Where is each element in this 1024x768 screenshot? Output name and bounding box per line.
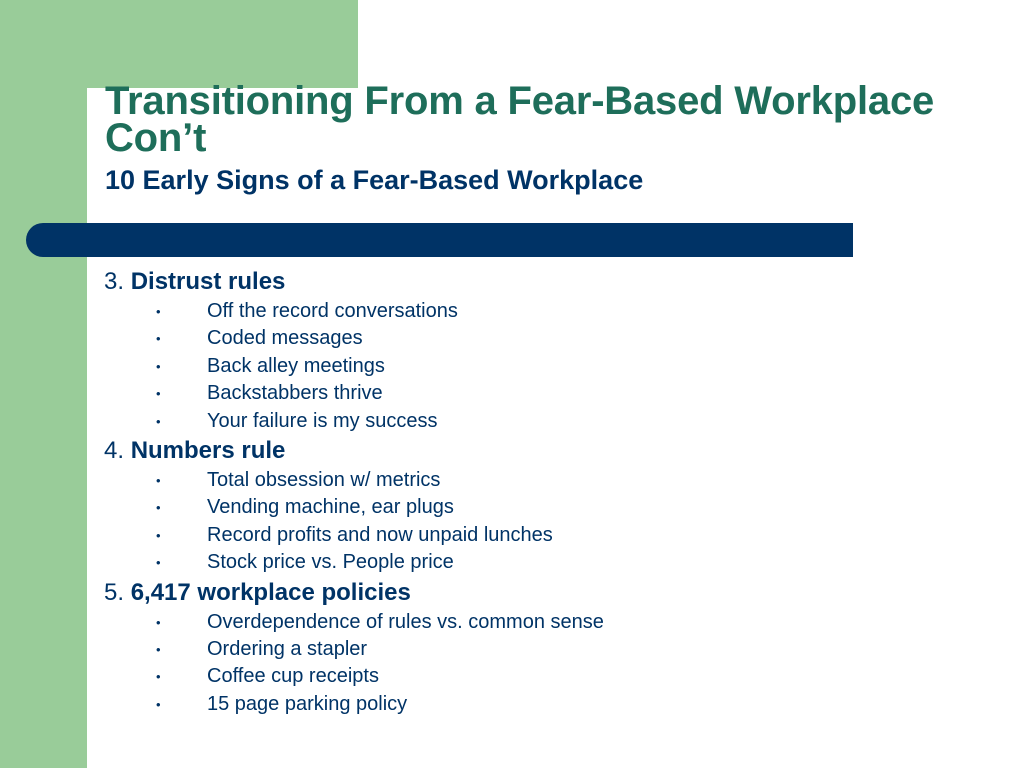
section-title: 6,417 workplace policies	[130, 578, 411, 606]
bullet-list	[104, 467, 984, 577]
section-heading	[104, 435, 984, 467]
list-item-text: Coded messages	[207, 327, 363, 350]
bullet-icon: •	[156, 358, 161, 374]
list-item-text: Total obsession w/ metrics	[207, 468, 441, 491]
section-numbers-rule	[104, 435, 984, 577]
list-item-text: Vending machine, ear plugs	[207, 496, 454, 519]
bullet-icon: •	[156, 641, 161, 657]
list-item	[104, 691, 984, 718]
list-item-text: 15 page parking policy	[207, 692, 408, 715]
list-item-text: Your failure is my success	[207, 409, 438, 432]
bullet-icon: •	[156, 413, 161, 429]
list-item	[104, 609, 984, 636]
bullet-icon: •	[156, 331, 161, 347]
list-item-text: Coffee cup receipts	[207, 665, 379, 688]
title-area	[105, 79, 985, 196]
section-number: 5.	[104, 578, 125, 606]
bullet-icon: •	[156, 527, 161, 543]
list-item	[104, 467, 984, 494]
slide-subtitle: 10 Early Signs of a Fear-Based Workplace	[105, 165, 644, 195]
list-item-text: Off the record conversations	[207, 300, 458, 322]
list-item-text: Back alley meetings	[207, 354, 385, 377]
list-item	[104, 325, 984, 352]
section-number: 3.	[104, 268, 125, 295]
bullet-icon: •	[156, 500, 161, 516]
bullet-icon: •	[156, 696, 161, 712]
section-number: 4.	[104, 436, 125, 464]
navy-divider-bar	[26, 223, 853, 257]
list-item	[104, 549, 984, 576]
list-item	[104, 494, 984, 521]
list-item-text: Overdependence of rules vs. common sense	[207, 610, 604, 633]
section-heading	[104, 577, 984, 609]
section-workplace-policies	[104, 577, 984, 719]
section-distrust-rules	[104, 266, 984, 435]
list-item-text: Stock price vs. People price	[207, 551, 454, 574]
section-title: Numbers rule	[130, 436, 286, 464]
green-side-decoration	[0, 0, 87, 768]
bullet-icon: •	[156, 555, 161, 571]
list-item	[104, 408, 984, 435]
bullet-icon: •	[156, 304, 161, 319]
list-item	[104, 636, 984, 663]
bullet-icon: •	[156, 472, 161, 488]
bullet-icon: •	[156, 669, 161, 685]
bullet-list	[104, 609, 984, 719]
list-item-text: Record profits and now unpaid lunches	[207, 523, 553, 546]
list-item-text: Ordering a stapler	[207, 637, 368, 660]
bullet-icon: •	[156, 614, 161, 630]
list-item	[104, 353, 984, 380]
section-heading	[104, 266, 984, 298]
list-item	[104, 522, 984, 549]
list-item	[104, 380, 984, 407]
list-item-text: Backstabbers thrive	[207, 382, 383, 405]
list-item	[104, 298, 984, 325]
slide-title: Transitioning From a Fear-Based Workplace Con’t	[105, 79, 935, 160]
list-item	[104, 663, 984, 690]
bullet-icon: •	[156, 386, 161, 402]
bullet-list	[104, 298, 984, 435]
section-title: Distrust rules	[130, 268, 286, 295]
slide-body	[104, 266, 984, 718]
